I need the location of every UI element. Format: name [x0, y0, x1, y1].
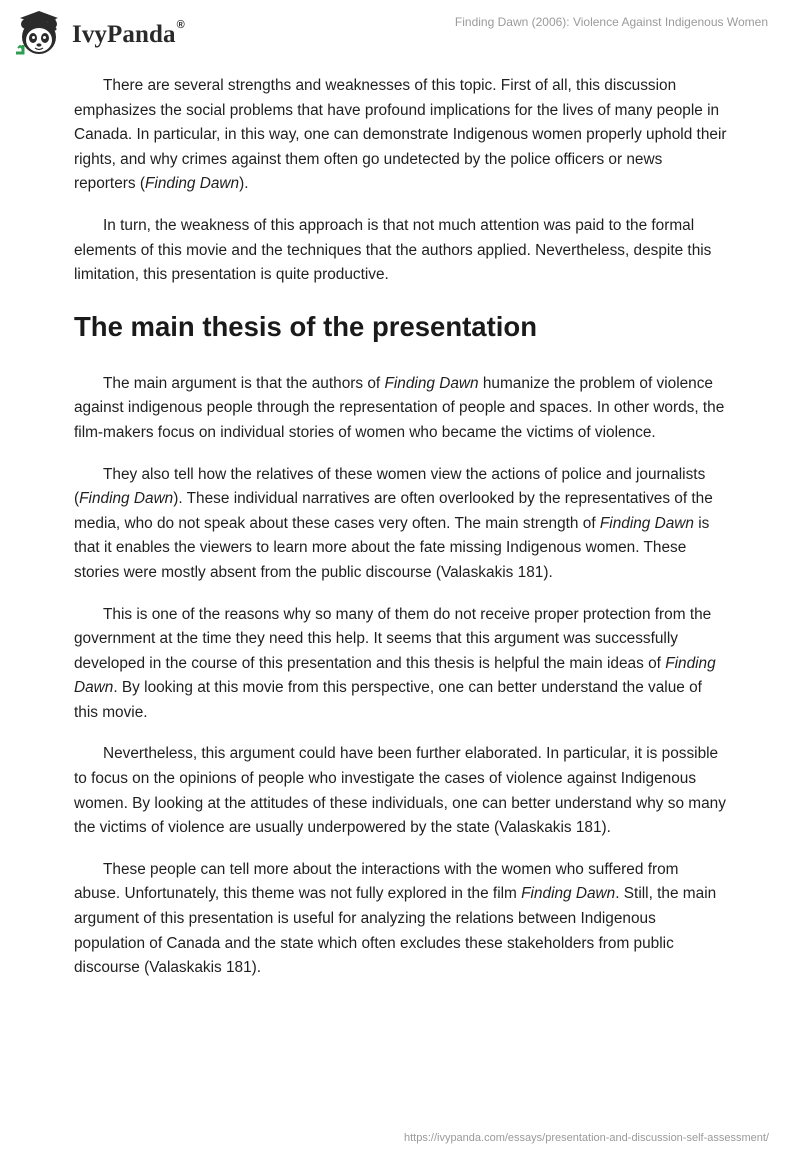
text-run: This is one of the reasons why so many of them do not receive proper protection from the government at the time they need this help. It seems that this argument was successfully developed in the course of this presentation and this thesis is helpful the main ideas of — [74, 605, 712, 672]
essay-content — [74, 74, 728, 998]
paragraph — [74, 603, 728, 726]
italic-title: Finding Dawn — [521, 885, 616, 903]
paragraph — [74, 214, 728, 288]
text-run: These people can tell more about the interactions with the women who suffered from abuse. Unfortunately, this theme was not fully explored in the film — [74, 860, 679, 903]
paragraph — [74, 742, 728, 840]
italic-title: Finding Dawn — [384, 374, 479, 392]
paragraphs-top — [74, 74, 728, 288]
paragraph — [74, 74, 728, 197]
brand-logo[interactable] — [14, 8, 185, 60]
text-run: In turn, the weakness of this approach is that not much attention was paid to the formal elements of this movie and the techniques that the authors applied. Nevertheless, despite this limitation, this presentation is quite productive. — [74, 216, 712, 284]
text-run: There are several strengths and weaknesses of this topic. First of all, this discussion emphasizes the social problems that have profound implications for the lives of many people in Canada. In particular, in this way, one can demonstrate Indigenous women properly uphold their rights, and why crimes against them often go undetected by the police officers or news reporters ( — [74, 77, 727, 193]
text-run: ). — [239, 175, 249, 193]
paragraph — [74, 372, 728, 446]
text-run: . By looking at this movie from this perspective, one can better understand the value of this movie. — [74, 679, 702, 721]
panda-graduate-icon — [14, 9, 64, 59]
italic-title: Finding Dawn — [74, 654, 716, 697]
italic-title: Finding Dawn — [79, 490, 174, 508]
text-run: is that it enables the viewers to learn more about the fate missing Indigenous women. These stories were mostly absent from the public discourse (Valaskakis 181). — [74, 514, 710, 581]
text-run: Nevertheless, this argument could have been further elaborated. In particular, it is possible to focus on the opinions of people who investigate the cases of violence against Indigenous women. By looking at the attitudes of these individuals, one can better understand why so many the victims of violence are usually underpowered by the state (Valaskakis 181). — [74, 745, 726, 837]
text-run: . Still, the main argument of this presentation is useful for analyzing the relations between Indigenous population of Canada and the state which often excludes these stakeholders from public discourse (Valaskakis 181). — [74, 885, 717, 977]
section-heading: The main thesis of the presentation — [74, 310, 537, 342]
italic-title: Finding Dawn — [599, 514, 694, 532]
paragraph — [74, 858, 728, 981]
source-url[interactable]: https://ivypanda.com/essays/presentation-and-discussion-self-assessment/ — [403, 1132, 769, 1144]
text-run: They also tell how the relatives of these women view the actions of police and journalists ( — [74, 465, 706, 508]
paragraph — [74, 463, 728, 586]
brand-name: IvyPanda® — [72, 19, 185, 48]
text-run: ). These individual narratives are often overlooked by the representatives of the media, who do not speak about these cases very often. The main strength of — [74, 490, 713, 532]
text-run: The main argument is that the authors of — [103, 374, 385, 392]
document-title: Finding Dawn (2006): Violence Against Indigenous Women — [454, 15, 768, 29]
paragraphs-bottom — [74, 372, 728, 981]
text-run: humanize the problem of violence against indigenous people through the representation of people and spaces. In other words, the film-makers focus on individual stories of women who became the victims of violence. — [74, 374, 725, 441]
italic-title: Finding Dawn — [145, 175, 240, 193]
